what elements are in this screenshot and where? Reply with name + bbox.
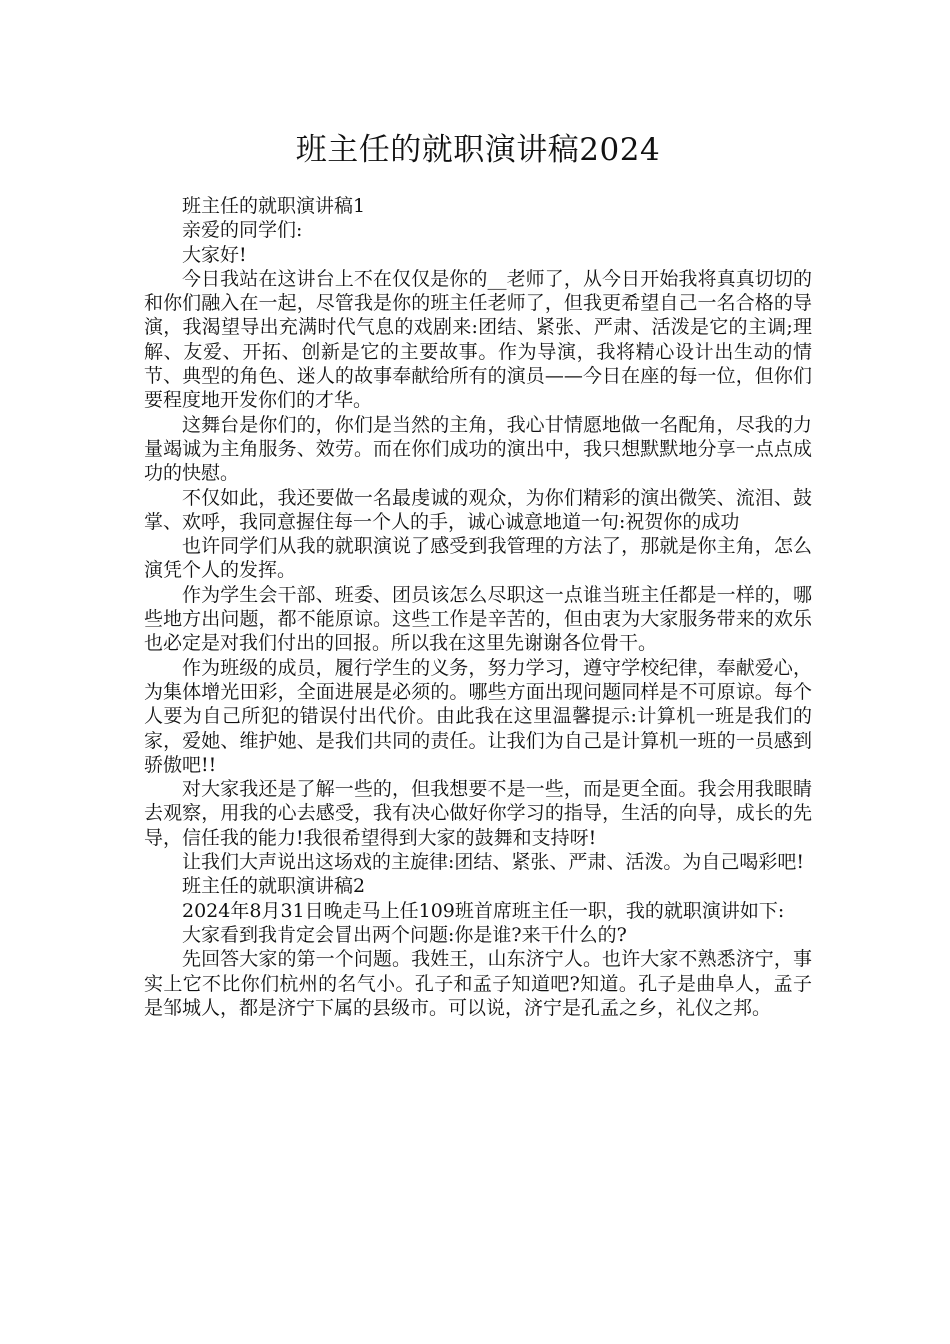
document-page	[144, 128, 812, 1020]
body-paragraph: 大家看到我肯定会冒出两个问题:你是谁?来干什么的?	[182, 923, 627, 946]
body-paragraph: 让我们大声说出这场戏的主旋律:团结、紧张、严肃、活泼。为自己喝彩吧!	[182, 851, 805, 874]
body-paragraph: 对大家我还是了解一些的，但我想要不是一些，而是更全面。我会用我眼睛去观察，用我的心去感受，我有决心做好你学习的指导，生活的向导，成长的先导，信任我的能力!我很希望得到大家的鼓舞和支持呀!	[144, 778, 812, 849]
body-paragraph: 先回答大家的第一个问题。我姓王，山东济宁人。也许大家不熟悉济宁，事实上它不比你们杭州的名气小。孔子和孟子知道吧?知道。孔子是曲阜人，孟子是邹城人，都是济宁下属的县级市。可以说，济宁是孔孟之乡，礼仪之邦。	[144, 948, 812, 1019]
body-paragraph: 2024年8月31日晚走马上任109班首席班主任一职，我的就职演讲如下:	[182, 899, 785, 922]
body-paragraph: 作为学生会干部、班委、团员该怎么尽职这一点谁当班主任都是一样的，哪些地方出问题，都不能原谅。这些工作是辛苦的，但由衷为大家服务带来的欢乐也必定是对我们付出的回报。所以我在这里先谢谢各位骨干。	[144, 583, 812, 655]
document-body	[144, 194, 812, 1020]
body-paragraph: 这舞台是你们的，你们是当然的主角，我心甘情愿地做一名配角，尽我的力量竭诚为主角服务、效劳。而在你们成功的演出中，我只想默默地分享一点点成功的快慰。	[144, 413, 812, 485]
section-heading: 班主任的就职演讲稿1	[182, 195, 366, 217]
body-paragraph: 不仅如此，我还要做一名最虔诚的观众，为你们精彩的演出微笑、流泪、鼓掌、欢呼，我同意握住每一个人的手，诚心诚意地道一句:祝贺你的成功	[144, 486, 812, 533]
section-heading: 班主任的就职演讲稿2	[182, 875, 366, 898]
body-paragraph: 作为班级的成员，履行学生的义务，努力学习，遵守学校纪律，奉献爱心，为集体增光田彩，全面进展是必须的。哪些方面出现问题同样是不可原谅。每个人要为自己所犯的错误付出代价。由此我在这里温馨提示:计算机一班是我们的家，爱她、维护她、是我们共同的责任。让我们为自己是计算机一班的一员感到骄傲吧!!	[144, 656, 812, 776]
salutation: 亲爱的同学们:	[182, 219, 303, 242]
document-title: 班主任的就职演讲稿2024	[295, 132, 661, 168]
greeting: 大家好!	[182, 243, 247, 266]
body-paragraph: 今日我站在这讲台上不在仅仅是你的__老师了，从今日开始我将真真切切的和你们融入在一起，尽管我是你的班主任老师了，但我更希望自己一名合格的导演，我渴望导出充满时代气息的戏剧来:团结、紧张、严肃、活泼是它的主调;理解、友爱、开拓、创新是它的主要故事。作为导演，我将精心设计出生动的情节、典型的角色、迷人的故事奉献给所有的演员——今日在座的每一位，但你们要程度地开发你们的才华。	[144, 267, 812, 412]
body-paragraph: 也许同学们从我的就职演说了感受到我管理的方法了，那就是你主角，怎么演凭个人的发挥。	[144, 535, 812, 582]
